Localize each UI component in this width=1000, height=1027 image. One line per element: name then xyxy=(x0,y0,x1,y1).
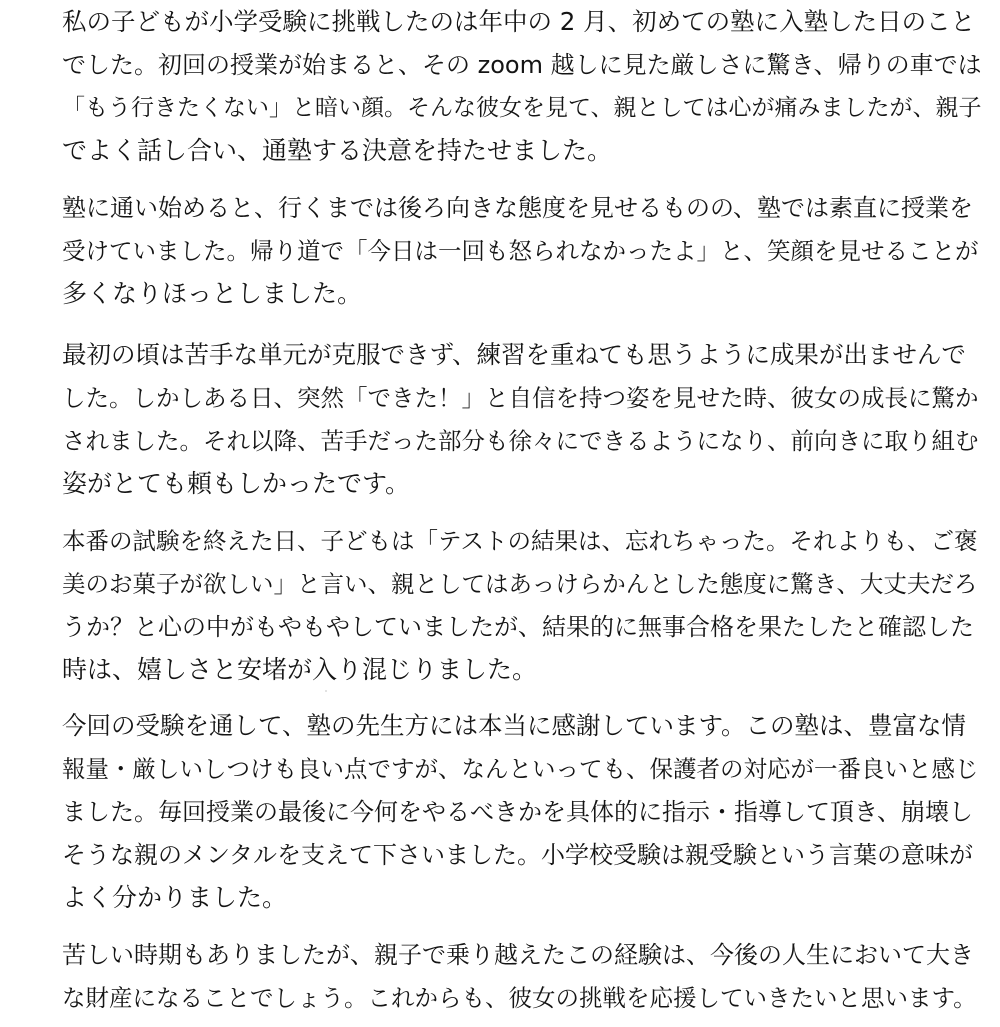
paragraph-3-line-3: されました。それ以降、苦手だった部分も徐々にできるようになり、前向きに取り組む xyxy=(62,427,979,455)
paragraph-1-line-3: 「もう行きたくない」と暗い顔。そんな彼女を見て、親としては心が痛みましたが、親子 xyxy=(62,95,982,121)
paragraph-2-line-3: 多くなりほっとしました。 xyxy=(62,279,363,308)
paragraph-5-line-4: そうな親のメンタルを支えて下さいました。小学校受験は親受験という言葉の意味が xyxy=(62,841,974,869)
paragraph-3-line-1: 最初の頃は苦手な単元が克服できず、練習を重ねても思うように成果が出ませんで xyxy=(62,340,966,369)
paragraph-4-line-4: 時は、嬉しさと安堵が入り混じりました。 xyxy=(62,655,538,684)
paragraph-5-line-5: よく分かりました。 xyxy=(62,883,288,912)
paragraph-2-line-1: 塾に通い始めると、行くまでは後ろ向きな態度を見せるものの、塾では素直に授業を xyxy=(62,194,974,222)
paragraph-3-line-4: 姿がとても頼もしかったです。 xyxy=(62,469,411,498)
paragraph-4-line-1: 本番の試験を終えた日、子どもは「テストの結果は、忘れちゃった。それよりも、ご褒 xyxy=(62,527,978,555)
paragraph-4-line-2: 美のお菓子が欲しい」と言い、親としてはあっけらかんとした態度に驚き、大丈夫だろ xyxy=(62,570,978,598)
paragraph-4-line-3: うか？と心の中がもやもやしていましたが、結果的に無事合格を果たしたと確認した xyxy=(62,613,974,641)
paragraph-5-line-3: ました。毎回授業の最後に今何をやるべきかを具体的に指示・指導して頂き、崩壊し xyxy=(62,798,974,826)
paragraph-2-line-2: 受けていました。帰り道で「今日は一回も怒られなかったよ」と、笑顔を見せることが xyxy=(62,237,979,265)
paragraph-6-line-1: 苦しい時期もありましたが、親子で乗り越えたこの経験は、今後の人生において大き xyxy=(62,941,974,969)
paragraph-5-line-1: 今回の受験を通して、塾の先生方には本当に感謝しています。この塾は、豊富な情 xyxy=(62,711,967,740)
paragraph-1-line-4: でよく話し合い、通塾する決意を持たせました。 xyxy=(62,136,613,165)
paragraph-6-line-2: な財産になることでしょう。これからも、彼女の挑戦を応援していきたいと思います。 xyxy=(62,984,977,1012)
paragraph-1-line-1: 私の子どもが小学受験に挑戦したのは年中の 2 月、初めての塾に入塾した日のこと xyxy=(62,7,976,36)
paragraph-5-line-2: 報量・厳しいしつけも良い点ですが、なんといっても、保護者の対応が一番良いと感じ xyxy=(62,755,979,783)
paragraph-1-line-2: でした。初回の授業が始まると、その zoom 越しに見た厳しさに驚き、帰りの車では xyxy=(62,51,982,79)
paragraph-3-line-2: した。しかしある日、突然「できた！」と自信を持つ姿を見せた時、彼女の成長に驚か xyxy=(62,384,979,412)
scan-speck xyxy=(325,690,327,692)
